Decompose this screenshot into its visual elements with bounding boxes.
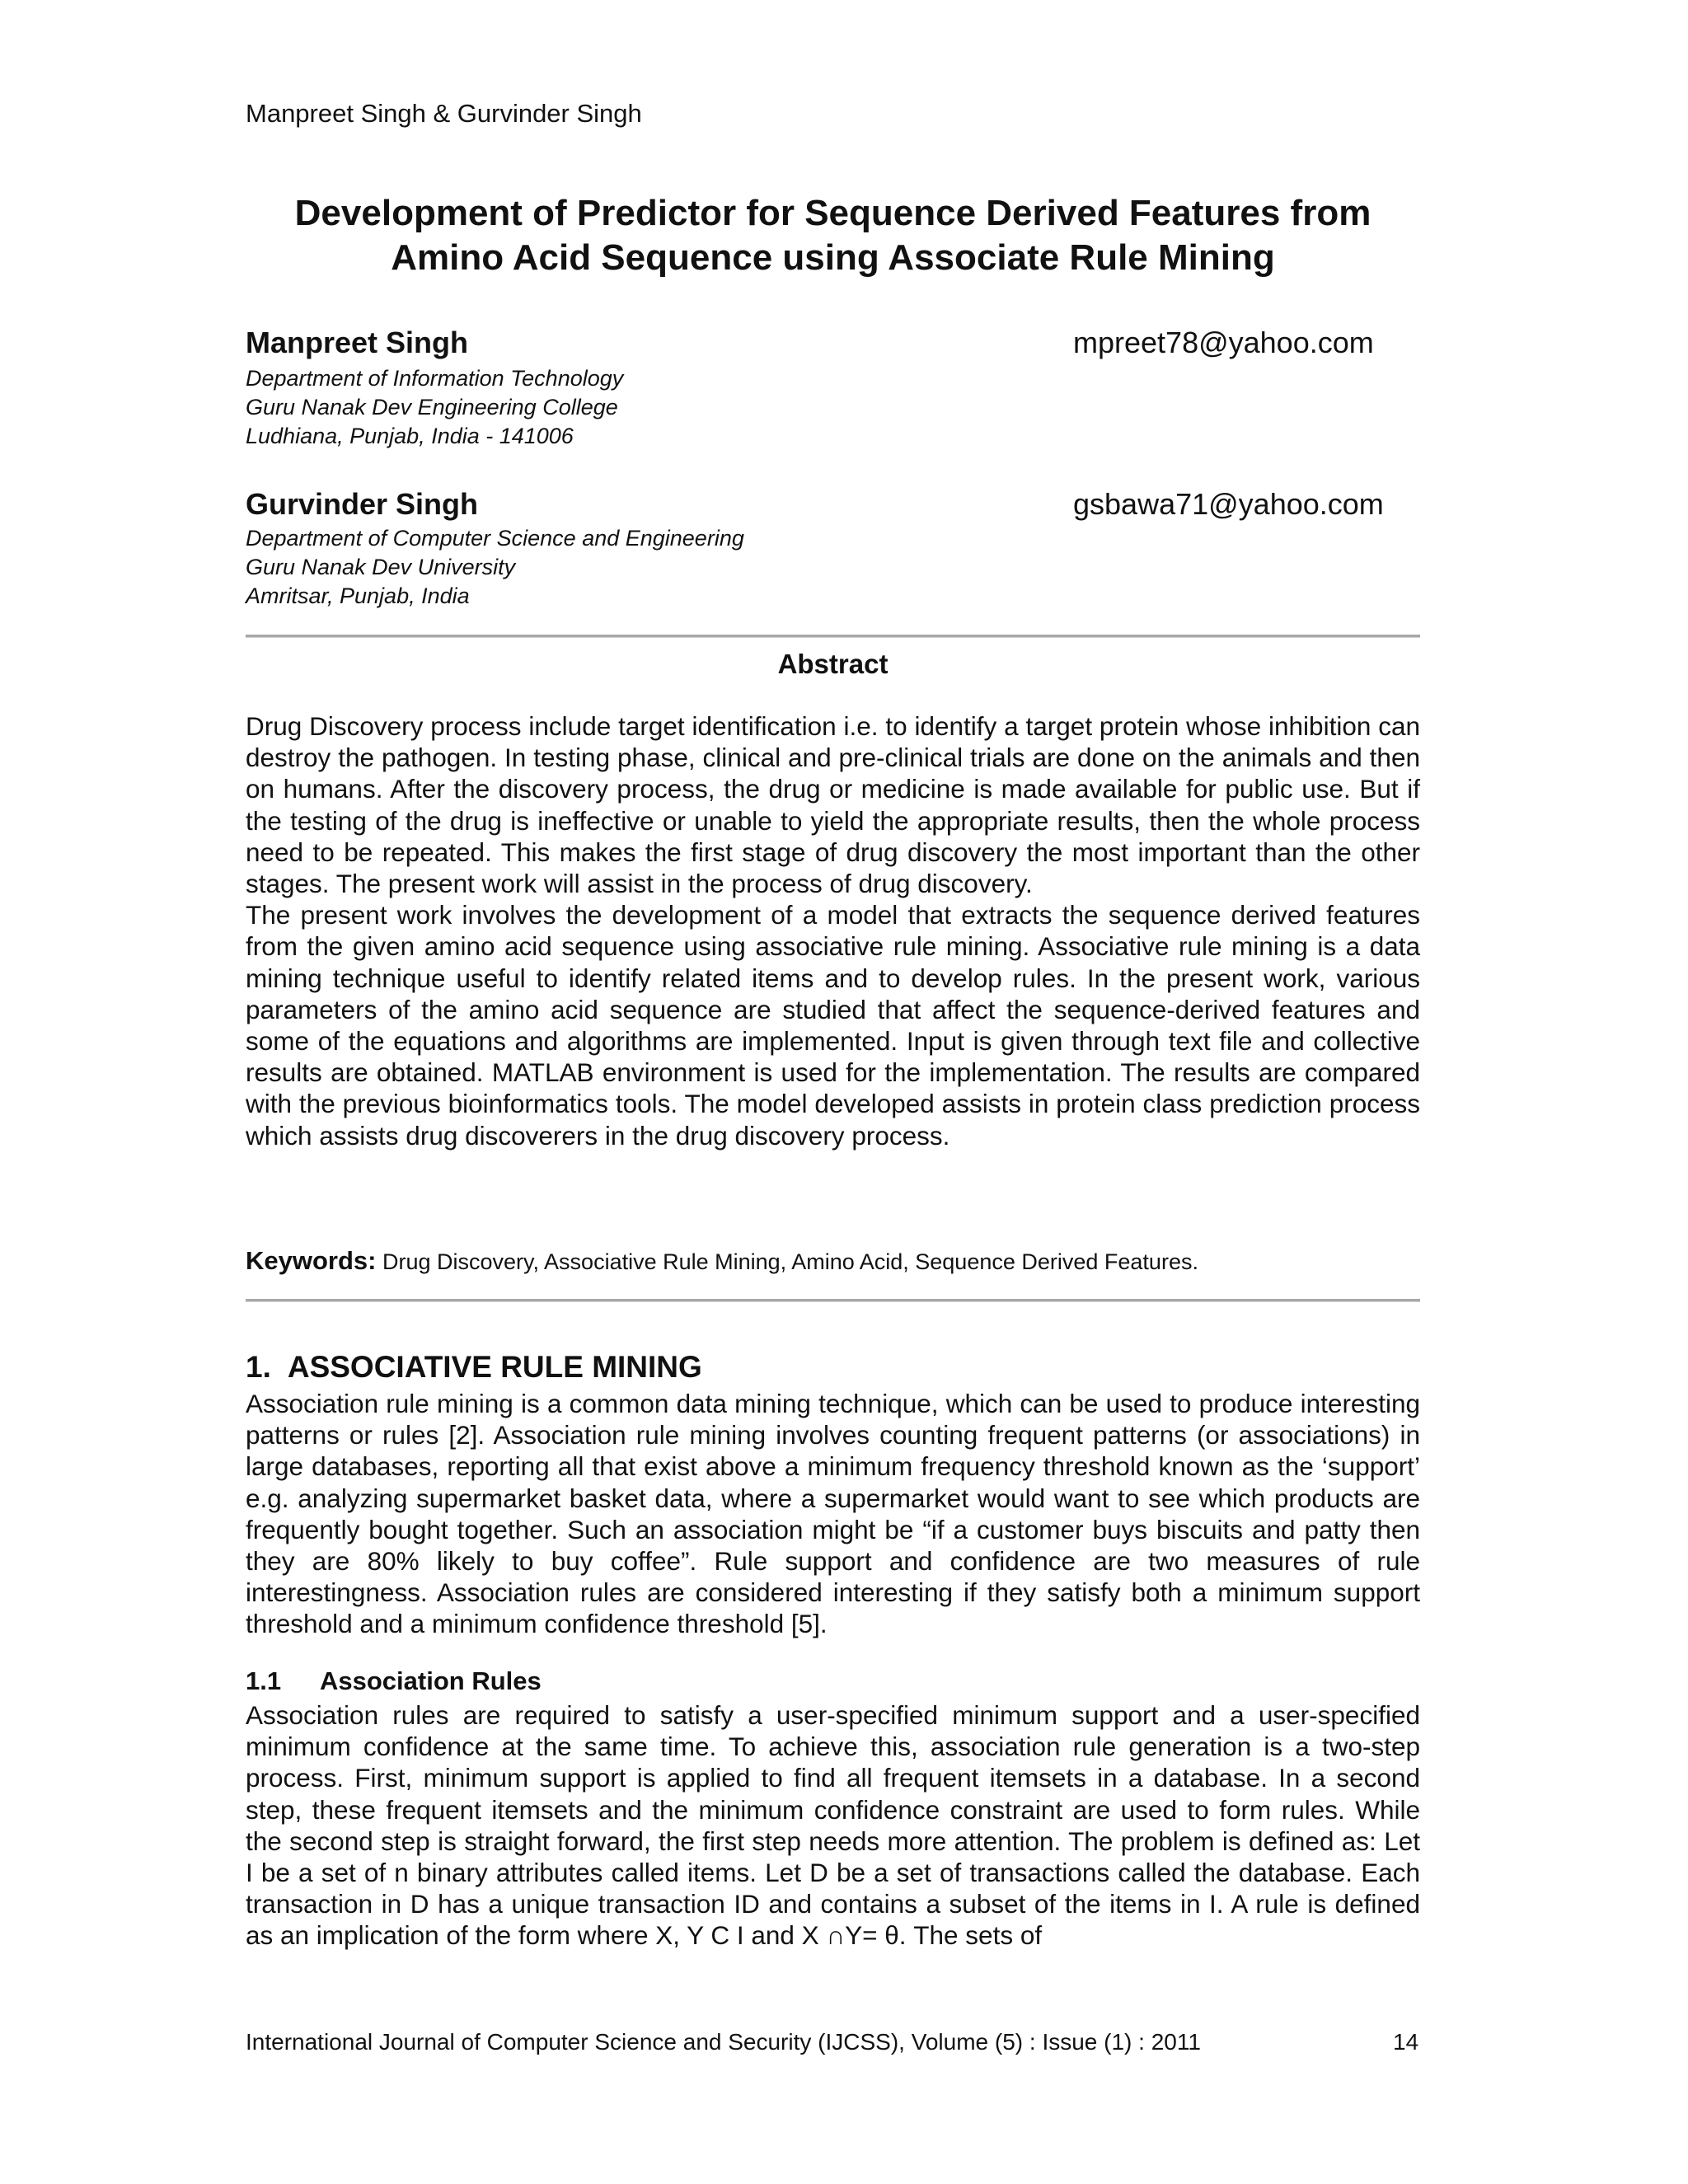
author-2-affiliation bbox=[246, 524, 744, 611]
subsection-1-1-paragraph: Association rules are required to satisfy a user-specified minimum support and a user-specified minimum confidence at the same time. To achieve this, association rule generation is a two-step process. First, minimum support is applied to find all frequent itemsets in a database. In a second step, these frequent itemsets and the minimum confidence constraint are used to form rules. While the second step is straight forward, the first step needs more attention. The problem is defined as: Let I be a set of n binary attributes called items. Let D be a set of transactions called the database. Each transaction in D has a unique transaction ID and contains a subset of the items in I. A rule is defined as an implication of the form where X, Y C I and X ∩Y= θ. The sets of bbox=[246, 1700, 1420, 1951]
section-1-number: 1. bbox=[246, 1350, 271, 1384]
abstract-top-divider bbox=[246, 635, 1420, 638]
author-1-institution: Guru Nanak Dev Engineering College bbox=[246, 395, 618, 419]
keywords bbox=[246, 1244, 1420, 1278]
author-1-department: Department of Information Technology bbox=[246, 366, 624, 391]
author-2-location: Amritsar, Punjab, India bbox=[246, 583, 470, 608]
subsection-1-1-number: 1.1 bbox=[246, 1666, 282, 1695]
abstract-body bbox=[246, 710, 1420, 1151]
running-header: Manpreet Singh & Gurvinder Singh bbox=[246, 99, 642, 128]
footer-journal-citation: International Journal of Computer Science and Security (IJCSS), Volume (5) : Issue (1) : 2011 bbox=[246, 2029, 1201, 2055]
author-2-department: Department of Computer Science and Engineering bbox=[246, 526, 744, 551]
paper-title bbox=[246, 191, 1420, 280]
subsection-1-1-body bbox=[246, 1699, 1420, 1952]
section-1-title: ASSOCIATIVE RULE MINING bbox=[287, 1350, 702, 1384]
author-1-email: mpreet78@yahoo.com bbox=[1073, 326, 1374, 359]
paper-title-line-2: Amino Acid Sequence using Associate Rule Mining bbox=[391, 237, 1275, 278]
keywords-label: Keywords: bbox=[246, 1246, 377, 1275]
author-2-institution: Guru Nanak Dev University bbox=[246, 555, 516, 579]
author-2-email: gsbawa71@yahoo.com bbox=[1073, 487, 1384, 521]
section-1-heading bbox=[246, 1348, 702, 1386]
subsection-1-1-heading bbox=[246, 1665, 542, 1698]
footer-page-number: 14 bbox=[1393, 2029, 1419, 2055]
keywords-text: Drug Discovery, Associative Rule Mining, Amino Acid, Sequence Derived Features. bbox=[382, 1249, 1198, 1274]
abstract-bottom-divider bbox=[246, 1299, 1420, 1302]
section-1-paragraph: Association rule mining is a common data mining technique, which can be used to produce interesting patterns or rules [2]. Association rule mining involves counting frequent patterns (or associations) in large databases, reporting all that exist above a minimum frequency threshold known as the ‘support’ e.g. analyzing supermarket basket data, where a supermarket would want to see which products are frequently bought together. Such an association might be “if a customer buys biscuits and patty then they are 80% likely to buy coffee”. Rule support and confidence are two measures of rule interestingness. Association rules are considered interesting if they satisfy both a minimum support threshold and a minimum confidence threshold [5]. bbox=[246, 1389, 1420, 1639]
abstract-paragraph-1: Drug Discovery process include target identification i.e. to identify a target protein whose inhibition can destroy the pathogen. In testing phase, clinical and pre-clinical trials are done on the animals and then on humans. After the discovery process, the drug or medicine is made available for public use. But if the testing of the drug is ineffective or unable to yield the appropriate results, then the whole process need to be repeated. This makes the first stage of drug discovery the most important than the other stages. The present work will assist in the process of drug discovery. bbox=[246, 711, 1420, 899]
abstract-paragraph-2: The present work involves the development of a model that extracts the sequence derived features from the given amino acid sequence using associative rule mining. Associative rule mining is a data mining technique useful to identify related items and to develop rules. In the present work, various parameters of the amino acid sequence are studied that affect the sequence-derived features and some of the equations and algorithms are implemented. Input is given through text file and collective results are obtained. MATLAB environment is used for the implementation. The results are compared with the previous bioinformatics tools. The model developed assists in protein class prediction process which assists drug discoverers in the drug discovery process. bbox=[246, 900, 1420, 1151]
subsection-1-1-title: Association Rules bbox=[320, 1666, 542, 1695]
section-1-body bbox=[246, 1388, 1420, 1640]
paper-title-line-1: Development of Predictor for Sequence Derived Features from bbox=[294, 193, 1372, 233]
author-1-location: Ludhiana, Punjab, India - 141006 bbox=[246, 424, 574, 448]
author-1-name: Manpreet Singh bbox=[246, 326, 469, 359]
author-2-name: Gurvinder Singh bbox=[246, 487, 479, 521]
abstract-heading: Abstract bbox=[777, 649, 889, 679]
author-1-affiliation bbox=[246, 364, 623, 451]
